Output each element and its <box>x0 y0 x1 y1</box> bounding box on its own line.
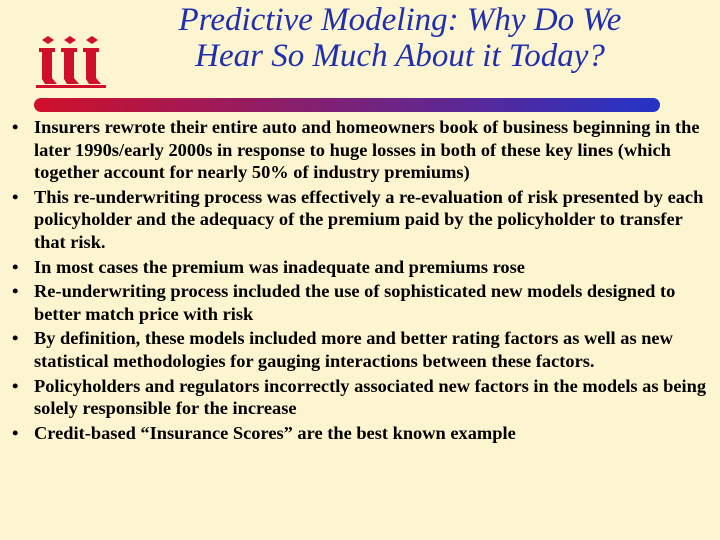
bullet-text: This re-underwriting process was effectively a re-evaluation of risk presented by each policyholder and the adequacy of the premium paid by the policyholder to transfer that risk. <box>34 186 704 252</box>
bullet-text: Credit-based “Insurance Scores” are the best known example <box>34 422 516 443</box>
bullet-text: Re-underwriting process included the use of sophisticated new models designed to better match price with risk <box>34 281 676 324</box>
bullet-icon: • <box>12 281 19 302</box>
page-title <box>100 2 700 74</box>
bullet-icon: • <box>12 256 19 277</box>
bullet-icon: • <box>12 186 19 207</box>
list-item <box>12 375 712 420</box>
bullet-icon: • <box>12 328 19 349</box>
list-item <box>12 116 712 184</box>
bullet-text: In most cases the premium was inadequate and premiums rose <box>34 256 525 277</box>
bullet-text: By definition, these models included more and better rating factors as well as new statistical methodologies for gauging interactions between these factors. <box>34 328 673 371</box>
bullet-icon: • <box>12 422 19 443</box>
list-item <box>12 422 712 445</box>
bullet-icon: • <box>12 375 19 396</box>
title-line-2: Hear So Much About it Today? <box>195 38 605 74</box>
list-item <box>12 327 712 372</box>
bullet-text: Policyholders and regulators incorrectly associated new factors in the models as being solely responsible for the increase <box>34 375 707 419</box>
list-item <box>12 256 712 279</box>
bullet-icon: • <box>12 117 19 137</box>
list-item <box>12 186 712 254</box>
title-line-1: Predictive Modeling: Why Do We <box>178 2 622 38</box>
bullet-list <box>12 116 712 446</box>
iii-logo-icon <box>36 36 108 88</box>
list-item <box>12 280 712 325</box>
title-underline-bar <box>34 98 660 112</box>
bullet-text: Insurers rewrote their entire auto and homeowners book of business beginning in the later 1990s/early 2000s in response to huge losses in both of these key lines (which together account for nearly 50% of industry premiums) <box>34 117 700 183</box>
